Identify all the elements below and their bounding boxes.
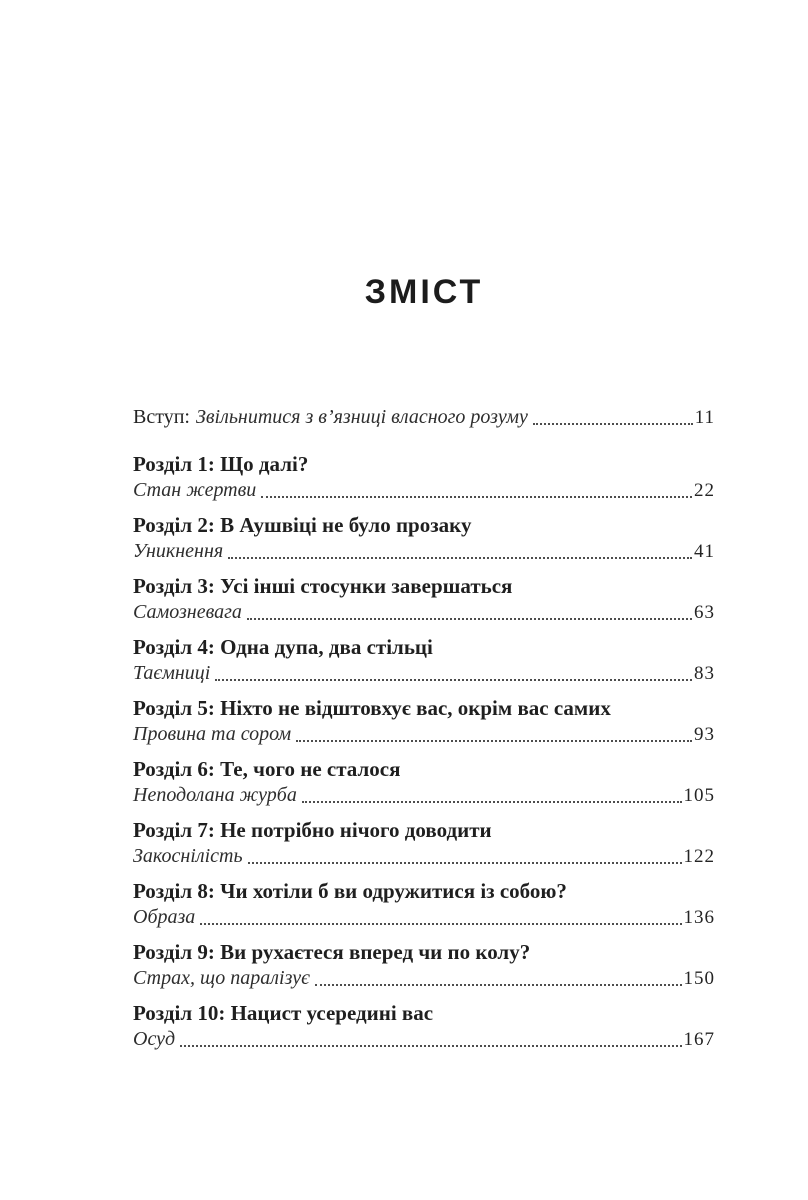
chapter-subtitle: Закоснілість <box>133 845 243 867</box>
dot-leader <box>261 496 692 498</box>
toc-entry-chapter <box>133 878 715 931</box>
page-number: 22 <box>694 480 715 501</box>
dot-leader <box>296 740 692 742</box>
toc-entry-chapter <box>133 695 715 748</box>
chapter-title: Розділ 1: Що далі? <box>133 452 309 476</box>
chapter-title: Розділ 5: Ніхто не відштовхує вас, окрім вас самих <box>133 696 611 720</box>
dot-leader <box>215 679 692 681</box>
chapter-subtitle: Самозневага <box>133 601 242 623</box>
chapter-subtitle: Страх, що паралізує <box>133 967 310 989</box>
page-number: 93 <box>694 724 715 745</box>
chapter-subtitle: Образа <box>133 906 196 928</box>
chapter-title: Розділ 7: Не потрібно нічого доводити <box>133 818 492 842</box>
chapter-entries <box>133 451 715 1053</box>
intro-label: Вступ: <box>133 406 190 428</box>
intro-subtitle: Звільнитися з в’язниці власного розуму <box>195 406 528 428</box>
toc-entry-chapter <box>133 939 715 992</box>
chapter-subtitle: Провина та сором <box>133 723 292 745</box>
toc-entry-chapter <box>133 817 715 870</box>
toc-entry-chapter <box>133 634 715 687</box>
chapter-subtitle: Осуд <box>133 1028 176 1050</box>
page-number: 122 <box>683 846 715 867</box>
chapter-title: Розділ 2: В Аушвіці не було прозаку <box>133 513 472 537</box>
chapter-title: Розділ 10: Нацист усередині вас <box>133 1001 434 1025</box>
dot-leader <box>180 1045 681 1047</box>
toc-entry-chapter <box>133 451 715 504</box>
chapter-subtitle: Таємниці <box>133 662 211 684</box>
dot-leader <box>315 984 682 986</box>
chapter-subtitle: Неподолана журба <box>133 784 297 806</box>
dot-leader <box>200 923 681 925</box>
page-number: 11 <box>694 407 715 428</box>
page-number: 136 <box>683 907 715 928</box>
dot-leader <box>533 423 693 425</box>
dot-leader <box>302 801 682 803</box>
chapter-title: Розділ 4: Одна дупа, два стільці <box>133 635 433 659</box>
dot-leader <box>247 618 692 620</box>
chapter-title: Розділ 3: Усі інші стосунки завершаться <box>133 574 513 598</box>
dot-leader <box>228 557 692 559</box>
toc-entry-intro <box>133 404 715 431</box>
chapter-title: Розділ 9: Ви рухаєтеся вперед чи по колу? <box>133 940 531 964</box>
toc-entry-chapter <box>133 1000 715 1053</box>
chapter-subtitle: Уникнення <box>133 540 224 562</box>
toc-entry-chapter <box>133 512 715 565</box>
toc-entry-chapter <box>133 573 715 626</box>
dot-leader <box>248 862 682 864</box>
page-number: 41 <box>694 541 715 562</box>
page-number: 105 <box>683 785 715 806</box>
page-number: 83 <box>694 663 715 684</box>
chapter-title: Розділ 6: Те, чого не сталося <box>133 757 401 781</box>
page-number: 167 <box>683 1029 715 1050</box>
page-title: ЗМІСТ <box>364 273 484 311</box>
page-number: 150 <box>683 968 715 989</box>
chapter-subtitle: Стан жертви <box>133 479 257 501</box>
toc-entry-chapter <box>133 756 715 809</box>
chapter-title: Розділ 8: Чи хотіли б ви одружитися із собою? <box>133 879 567 903</box>
page-number: 63 <box>694 602 715 623</box>
toc-list <box>133 404 715 1053</box>
